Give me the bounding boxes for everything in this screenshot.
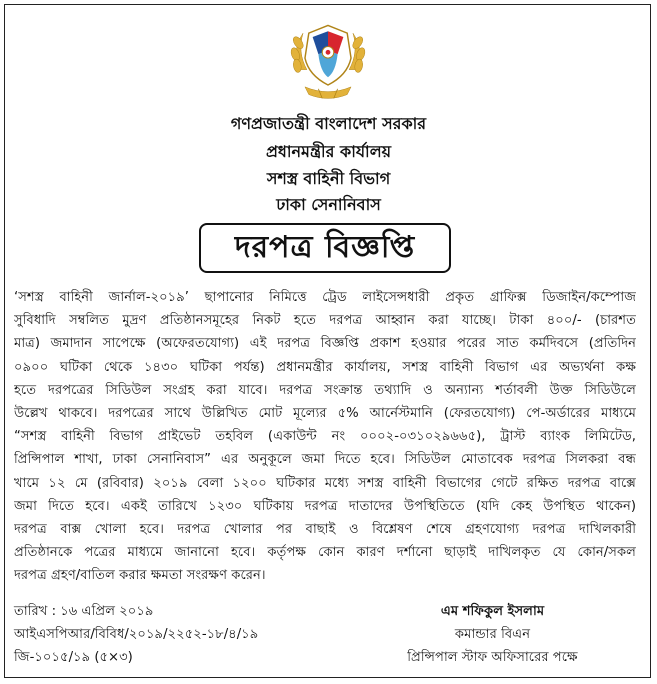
body-line: জমা দিতে হবে। একই তারিখে ১২৩০ ঘটিকায় দরপত্র দাতাদের উপস্থিতিতে (যদি কেহ উপস্থিত থাকেন) <box>14 498 636 514</box>
body-line: ‘সশস্ত্র বাহিনী জার্নাল-২০১৯’ ছাপানোর নিমিত্তে ট্রেড লাইসেন্সধারী প্রকৃত গ্রাফিক্স ডিজাইন/কম্পোজ <box>14 290 636 305</box>
org-line-office: প্রধানমন্ত্রীর কার্যালয় <box>265 142 392 161</box>
body-line: হতে দরপত্রের সিডিউল সংগ্রহ করা যাবে। দরপত্র সংক্রান্ত তথ্যাদি ও অন্যান্য শর্তাবলী উক্ত সিডিউলে <box>14 382 636 398</box>
footer-reference-block <box>14 600 334 669</box>
body-line: উল্লেখ থাকবে। দরপত্রের সাথে উল্লিখিত মোট মূল্যের ৫% আর্নেস্টমানি (ফেরতযোগ্য) পে-অর্ডারের মাধ্যমে <box>14 406 636 422</box>
notice-date: তারিখ : ১৬ এপ্রিল ২০১৯ <box>14 604 154 619</box>
body-line: প্রিন্সিপাল শাখা, ঢাকা সেনানিবাস” এর অনুকূলে জমা দিতে হবে। সিডিউল মোতাবেক দরপত্র সিলকরা বন্ধ <box>14 452 636 468</box>
body-line: খামে ১২ মে (রবিবার) ২০১৯ বেলা ১২০০ ঘটিকার মধ্যে সশস্ত্র বাহিনী বিভাগের গেটে রক্ষিত দরপত্র বাক্সে <box>14 475 636 491</box>
org-line-location: ঢাকা সেনানিবাস <box>276 195 381 214</box>
body-line: প্রতিষ্ঠানকে পত্রের মাধ্যমে জানানো হবে। কর্তৃপক্ষ কোন কারণ দর্শানো ছাড়াই দাখিলকৃত যে কোন/সকল <box>14 545 636 561</box>
notice-title: দরপত্র বিজ্ঞপ্তি <box>234 229 416 265</box>
signatory-block <box>340 600 645 669</box>
org-line-government: গণপ্রজাতন্ত্রী বাংলাদেশ সরকার <box>230 114 427 133</box>
org-line-division: সশস্ত্র বাহিনী বিভাগ <box>266 169 391 188</box>
reference-number: আইএসপিআর/বিবিধ/২০১৯/২২৫২-১৮/৪/১৯ <box>14 627 259 642</box>
body-line: মাত্র) জমাদান সাপেক্ষে (অফেরতযোগ্য) এই দরপত্র বিজ্ঞপ্তি প্রকাশ হওয়ার পরের সাত কর্মদিবসে (প্রতিদিন <box>14 336 636 352</box>
body-line: “সশস্ত্র বাহিনী বিভাগ প্রাইভেট তহবিল (একাউন্ট নং ০০০২-০৩১০২৯৬৬৫), ট্রাস্ট ব্যাংক লিমিটেড, <box>14 429 636 445</box>
body-line: দরপত্র বাক্স খোলা হবে। দরপত্র খোলার পর বাছাই ও বিশ্লেষণ শেষে গ্রহণযোগ্য দরপত্র দাখিলকারী <box>14 522 636 538</box>
title-banner <box>199 223 451 273</box>
notice-body <box>14 286 636 588</box>
signatory-name: এম শফিকুল ইসলাম <box>440 604 545 619</box>
armed-forces-division-emblem-icon <box>280 12 376 108</box>
body-line: দরপত্র গ্রহণ/বাতিল করার ক্ষমতা সংরক্ষণ করেন। <box>14 568 266 584</box>
body-line: সুবিধাদি সম্বলিত মুদ্রণ প্রতিষ্ঠানসমূহের নিকট হতে দরপত্র আহ্বান করা যাচ্ছে। টাকা ৪০০/- (চারশত <box>14 313 636 329</box>
signatory-rank: কমান্ডার বিএন <box>454 627 531 642</box>
signatory-designation: প্রিন্সিপাল স্টাফ অফিসারের পক্ষে <box>407 650 578 665</box>
body-line: ০৯০০ ঘটিকা থেকে ১৪৩০ ঘটিকা পর্যন্ত) প্রধানমন্ত্রীর কার্যালয়, সশস্ত্র বাহিনী বিভাগ এর অভ্যর্থনা কক্ষ <box>14 359 636 375</box>
advertisement-code: জি-১০১৫/১৯ (৫×৩) <box>14 650 133 665</box>
